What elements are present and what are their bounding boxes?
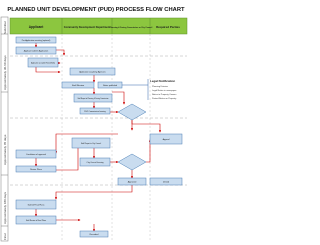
label-approved: Approved xyxy=(127,181,137,184)
label-denied: Denied xyxy=(162,181,170,184)
label-pz-hearing: P&Z Commission hearing xyxy=(84,111,106,113)
label-appeal: Appeal xyxy=(162,139,170,141)
side-label-phase3: Approximately 180 days xyxy=(3,191,7,224)
label-staff-report-cc: Staff Report to City Council xyxy=(80,143,102,145)
label-application-accepted: Application accepted; Review/Notify xyxy=(31,63,55,65)
decision-diamond-cc xyxy=(118,154,146,170)
side-label-submittal: Submittal xyxy=(3,21,7,34)
legal-item: Legal Notice in newspaper xyxy=(152,90,177,92)
label-agencies: Application sought by Agencies xyxy=(79,71,106,74)
legal-title: Legal Notification xyxy=(150,79,176,83)
box-application-accepted xyxy=(28,58,58,67)
legal-item: Notice to Property Owners xyxy=(152,94,177,96)
column-cdd: Community Development Department xyxy=(63,26,111,29)
side-label-phase2: Approximately 45 days xyxy=(3,134,7,165)
label-pre-application: Pre-Application meeting (optional) xyxy=(21,40,51,42)
label-submit-application: Applicant submits Application xyxy=(23,50,49,53)
label-cc-hearing: City Council hearing xyxy=(86,162,104,164)
label-staff-report-pz: Staff Report to Planning & Zoning Commission xyxy=(77,99,109,100)
chart-title: PLANNED UNIT DEVELOPMENT (PUD) PROCESS FLOW CHART xyxy=(7,7,185,13)
column-pz: Planning & Zoning Commission or City Council xyxy=(109,27,153,29)
label-recorded: Recorded xyxy=(89,234,99,236)
box-staff-report-pz xyxy=(74,94,112,102)
label-notice: Notice published xyxy=(103,85,117,87)
column-parties: Required Parties xyxy=(156,25,180,29)
legal-item: Posted Notice on Property xyxy=(152,98,177,100)
label-revise-plans: Revise Plans xyxy=(30,169,42,171)
legal-item: Planning Division xyxy=(152,86,168,88)
label-staff-review-final: Staff Review of Final Plans xyxy=(25,220,47,222)
legal-notification xyxy=(122,79,177,100)
side-label-phase1: Approximately 30-60 days xyxy=(3,55,7,90)
label-conditions: Conditions of approval xyxy=(26,154,46,156)
column-applicant: Applicant xyxy=(28,25,44,29)
label-submit-final: Submit Final Plans xyxy=(27,204,45,207)
side-label-final: Final xyxy=(3,233,7,240)
label-staff-review: Staff Review xyxy=(71,85,85,87)
decision-diamond-pz xyxy=(118,104,146,120)
